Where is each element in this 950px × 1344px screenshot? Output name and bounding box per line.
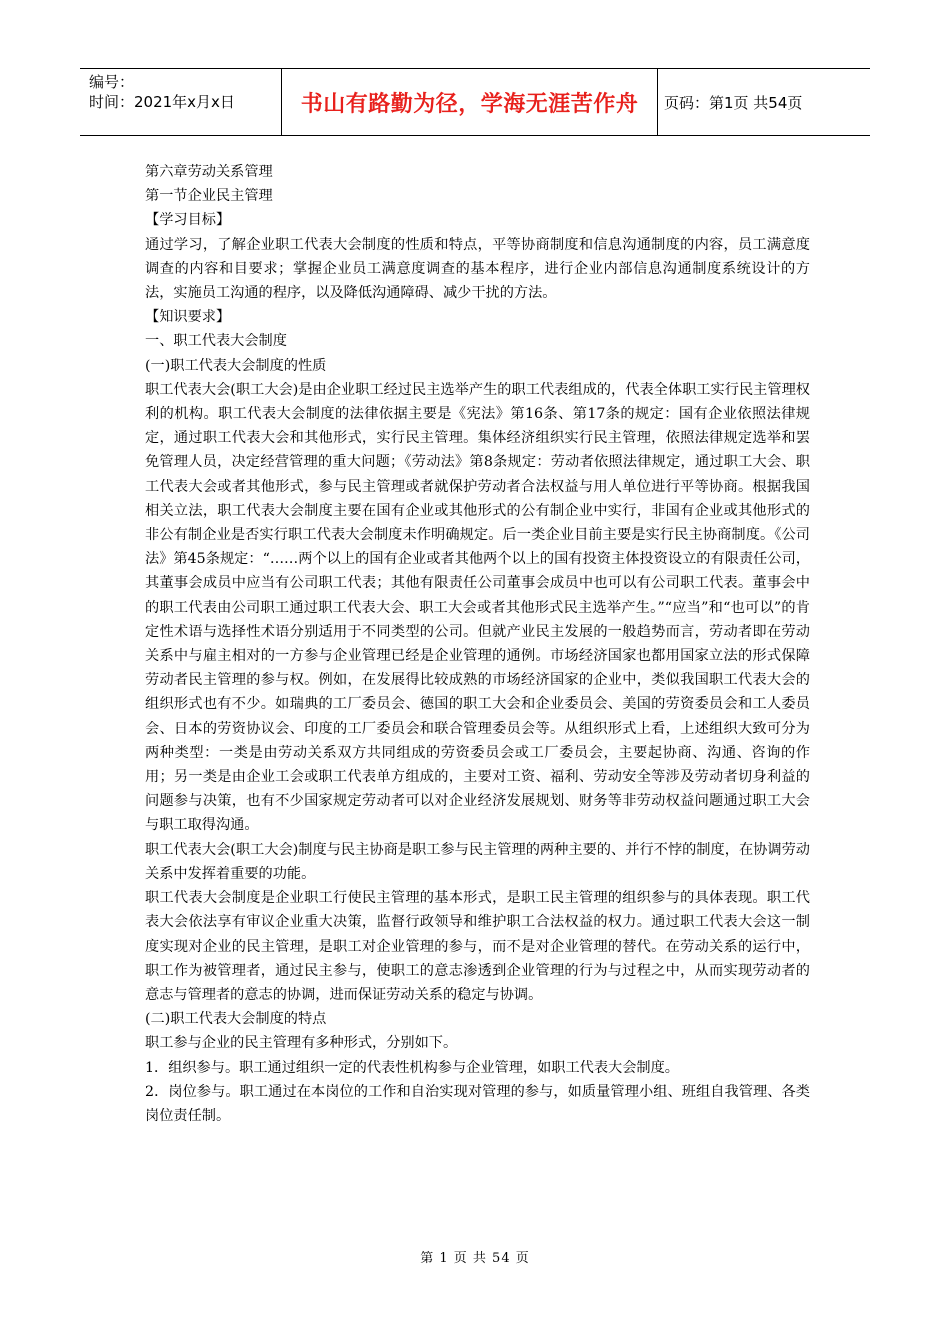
list-item: 2．岗位参与。职工通过在本岗位的工作和自治实现对管理的参与，如质量管理小组、班组自我管理、各类岗位责任制。 [145, 1083, 810, 1124]
body-paragraph: 职工代表大会(职工大会)制度与民主协商是职工参与民主管理的两种主要的、并行不悖的制度，在协调劳动关系中发挥着重要的功能。 [145, 841, 810, 882]
document-body [145, 160, 810, 1128]
knowledge-heading: 【知识要求】 [145, 309, 231, 326]
chapter-title: 第六章劳动关系管理 [145, 164, 273, 180]
body-paragraph: 职工代表大会(职工大会)是由企业职工经过民主选举产生的职工代表组成的，代表全体职工实行民主管理权利的机构。职工代表大会制度的法律依据主要是《宪法》第16条、第17条的规定：国有企业依照法律规定，通过职工代表大会和其他形式，实行民主管理。集体经济组织实行民主管理，依照法律规定选举和罢免管理人员，决定经营管理的重大问题；《劳动法》第8条规定：劳动者依照法律规定，通过职工大会、职工代表大会或者其他形式，参与民主管理或者就保护劳动者合法权益与用人单位进行平等协商。根据我国相关立法，职工代表大会制度主要在国有企业或其他形式的公有制企业中实行，非国有企业或其他形式的非公有制企业是否实行职工代表大会制度未作明确规定。后一类企业目前主要是实行民主协商制度。《公司法》第45条规定：“……两个以上的国有企业或者其他两个以上的国有投资主体投资设立的有限责任公司，其董事会成员中应当有公司职工代表；其他有限责任公司董事会成员中也可以有公司职工代表。董事会中的职工代表由公司职工通过职工代表大会、职工大会或者其他形式民主选举产生。”“应当”和“也可以”的肯定性术语与选择性术语分别适用于不同类型的公司。但就产业民主发展的一般趋势而言，劳动者即在劳动关系中与雇主相对的一方参与企业管理已经是企业管理的通例。市场经济国家也都用国家立法的形式保障劳动者民主管理的参与权。例如，在发展得比较成熟的市场经济国家的企业中，类似我国职工代表大会的组织形式也有不少。如瑞典的工厂委员会、德国的职工大会和企业委员会、美国的劳资委员会和工人委员会、日本的劳资协议会、印度的工厂委员会和联合管理委员会等。从组织形式上看，上述组织大致可分为两种类型：一类是由劳动关系双方共同组成的劳资委员会或工厂委员会，主要起协商、沟通、咨询的作用；另一类是由企业工会或职工代表单方组成的，主要对工资、福利、劳动安全等涉及劳动者切身利益的问题参与决策，也有不少国家规定劳动者可以对企业经济发展规划、财务等非劳动权益问题通过职工大会与职工取得沟通。 [145, 381, 810, 834]
subsection-heading: (二)职工代表大会制度的特点 [145, 1011, 327, 1028]
body-paragraph: 职工参与企业的民主管理有多种形式，分别如下。 [145, 1035, 458, 1052]
page-footer: 第 1 页 共 54 页 [420, 1251, 530, 1266]
motto-text: 书山有路勤为径，学海无涯苦作舟 [300, 91, 639, 117]
page-number-label: 页码：第1页 共54页 [664, 93, 803, 112]
time-label: 时间：2021年x月x日 [89, 93, 235, 111]
header-info-cell [80, 69, 282, 135]
body-paragraph: 职工代表大会制度是企业职工行使民主管理的基本形式，是职工民主管理的组织参与的具体表现。职工代表大会依法享有审议企业重大决策，监督行政领导和维护职工合法权益的权力。通过职工代表大会这一制度实现对企业的民主管理，是职工对企业管理的参与，而不是对企业管理的替代。在劳动关系的运行中，职工作为被管理者，通过民主参与，使职工的意志渗透到企业管理的行为与过程之中，从而实现劳动者的意志与管理者的意志的协调，进而保证劳动关系的稳定与协调。 [145, 890, 810, 1003]
learning-goals-heading: 【学习目标】 [145, 212, 231, 229]
list-item: 1．组织参与。职工通过组织一定的代表性机构参与企业管理，如职工代表大会制度。 [145, 1059, 679, 1076]
subsection-heading: (一)职工代表大会制度的性质 [145, 357, 327, 374]
learning-goals-text: 通过学习，了解企业职工代表大会制度的性质和特点，平等协商制度和信息沟通制度的内容，员工满意度调查的内容和目要求；掌握企业员工满意度调查的基本程序，进行企业内部信息沟通制度系统设计的方法，实施员工沟通的程序，以及降低沟通障碍、减少干扰的方法。 [145, 236, 810, 302]
header-motto-cell [282, 69, 658, 135]
number-label: 编号： [89, 73, 135, 91]
page-header [80, 68, 870, 136]
section-title: 第一节企业民主管理 [145, 188, 273, 205]
subsection-heading: 一、职工代表大会制度 [145, 333, 287, 350]
header-page-cell [658, 69, 870, 135]
